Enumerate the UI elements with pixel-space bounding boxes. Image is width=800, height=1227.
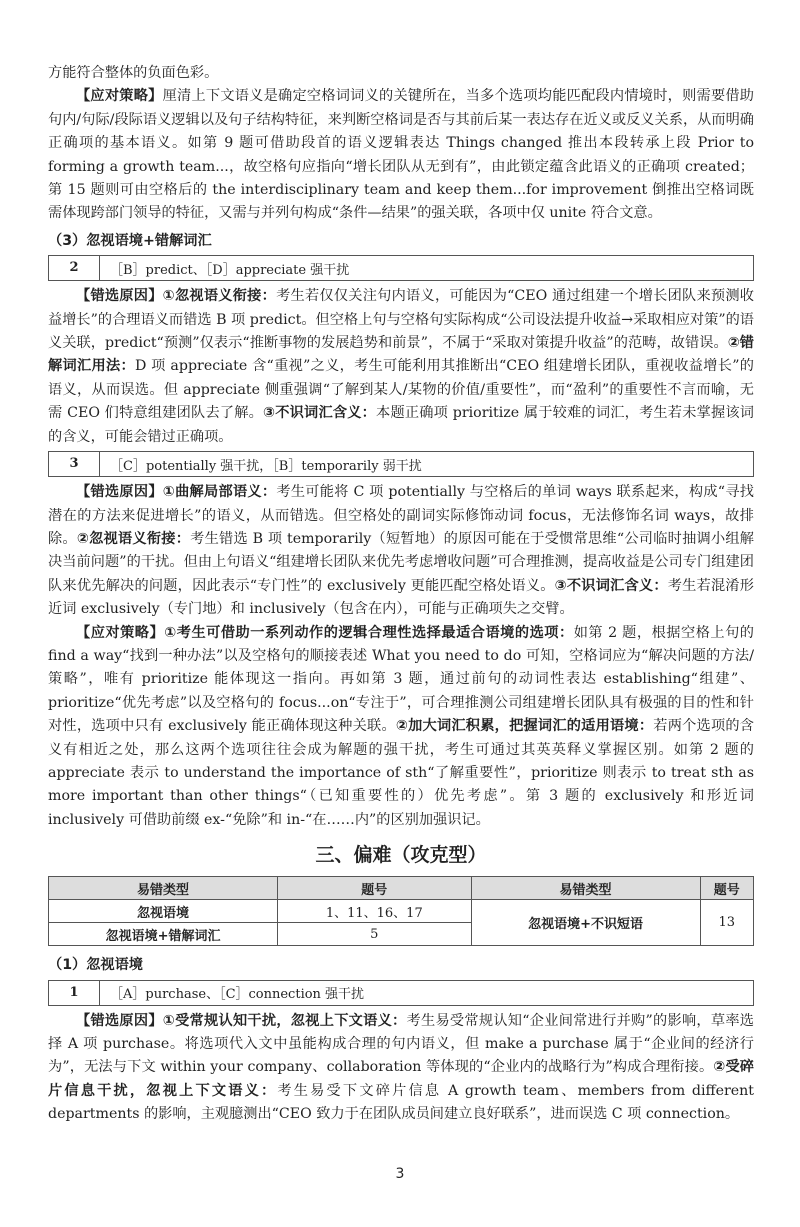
- strategy-paragraph-1: 【应对策略】厘清上下文语义是确定空格词词义的关键所在，当多个选项均能匹配段内情境时，则需要借助句内/句际/段际语义逻辑以及句子结构特征，来判断空格词是否与其前后某一表达存在近义或反义关系，从而明确正确项的基本语义。如第 9 题可借助段首的语义逻辑表达 Things changed 推出本段转承上段 Prior to forming a growth team...，故空格句应指向“增长团队从无到有”，由此锁定蕴含此语义的正确项 created；第 15 题则可由空格后的 the interdisciplinary team and keep them...for improvement 倒推出空格词既需体现跨部门领导的特征，又需与并列句构成“条件—结果”的强关联，各项中仅 unite 符合文意。: [48, 88, 754, 222]
- page-body: [48, 62, 754, 1127]
- question-number: 3: [49, 452, 100, 476]
- strategy-tag: 【应对策略】: [76, 88, 163, 105]
- table-header: 题号: [700, 877, 753, 900]
- question-options: ［A］purchase、［C］connection 强干扰: [110, 987, 365, 1003]
- question-3-header: [48, 451, 754, 477]
- page-number: 3: [395, 1166, 405, 1182]
- question-number: 2: [49, 256, 100, 280]
- table-row: [49, 900, 754, 923]
- question-1-header: [48, 980, 754, 1006]
- question-options: ［C］potentially 强干扰，［B］temporarily 弱干扰: [110, 458, 422, 474]
- table-header-row: [49, 877, 754, 900]
- error-type-table: [48, 876, 754, 946]
- table-cell: 忽视语境+不识短语: [471, 900, 700, 946]
- question-number: 1: [49, 981, 100, 1005]
- section-heading-1: （1）忽视语境: [48, 957, 143, 974]
- table-header: 题号: [278, 877, 471, 900]
- question-2-header: [48, 255, 754, 281]
- table-cell: 忽视语境: [49, 900, 278, 923]
- question-1-reason: 【错选原因】①受常规认知干扰，忽视上下文语义：考生易受常规认知“企业间常进行并购”的影响，草率选择 A 项 purchase。将选项代入文中虽能构成合理的句内语义，但 make a purchase 属于“企业间的经济行为”，无法与下文 within your company、collaboration 等体现的“企业内的战略行为”构成合理衔接。②受碎片信息干扰，忽视上下文语义：考生易受下文碎片信息 A growth team、members from different departments 的影响，主观臆测出“CEO 致力于在团队成员间建立良好联系”，进而误选 C 项 connection。: [48, 1012, 754, 1123]
- question-2-reason: 【错选原因】①忽视语义衔接：考生若仅仅关注句内语义，可能因为“CEO 通过组建一个增长团队来预测收益增长”的合理语义而错选 B 项 predict。但空格上句与空格句实际构成“公司设法提升收益→采取相应对策”的语义关联，predict“预测”仅表示“推断事物的发展趋势和前景”，不属于“采取对策提升收益”的范畴，故错误。②错解词汇用法：D 项 appreciate 含“重视”之义，考生可能利用其推断出“CEO 组建增长团队，重视收益增长”的语义，从而误选。但 appreciate 侧重强调“了解到某人/某物的价值/重要性”，而“盈利”的重要性不言而喻，无需 CEO 们特意组建团队去了解。③不识词汇含义：本题正确项 prioritize 属于较难的词汇，考生若未掌握该词的含义，可能会错过正确项。: [48, 288, 754, 445]
- table-cell: 忽视语境+错解词汇: [49, 923, 278, 946]
- section-heading-3: （3）忽视语境+错解词汇: [48, 232, 212, 249]
- part-title: 三、偏难（攻克型）: [315, 844, 487, 867]
- table-header: 易错类型: [471, 877, 700, 900]
- table-cell: 5: [278, 923, 471, 946]
- question-3-reason: 【错选原因】①曲解局部语义：考生可能将 C 项 potentially 与空格后的单词 ways 联系起来，构成“寻找潜在的方法来促进增长”的语义，从而错选。但空格处的副词实际修饰动词 focus，无法修饰名词 ways，故排除。②忽视语义衔接：考生错选 B 项 temporarily（短暂地）的原因可能在于受惯常思维“公司临时抽调小组解决当前问题”的干扰。但由上句语义“组建增长团队来优先考虑增收问题”可合理推测，提高收益是公司专门组建团队来优先解决的问题，因此表示“专门性”的 exclusively 更能匹配空格处语义。③不识词汇含义：考生若混淆形近词 exclusively（专门地）和 inclusively（包含在内），可能与正确项失之交臂。: [48, 484, 754, 618]
- table-cell: 1、11、16、17: [278, 900, 471, 923]
- strategy-paragraph-2: 【应对策略】①考生可借助一系列动作的逻辑合理性选择最适合语境的选项：如第 2 题，根据空格上句的 find a way“找到一种办法”以及空格句的顺接表述 What you need to do 可知，空格词应为“解决问题的方法/策略”，唯有 prioritize 能体现这一指向。再如第 3 题，通过前句的动词性表达 establishing“组建”、prioritize“优先考虑”以及空格句的 focus...on“专注于”，可合理推测公司组建增长团队具有极强的目的性和针对性，选项中只有 exclusively 能正确体现这种关联。②加大词汇积累，把握词汇的适用语境：若两个选项的含义有相近之处，那么这两个选项往往会成为解题的强干扰，考生可通过其英英释义掌握区别。如第 2 题的 appreciate 表示 to understand the importance of sth“了解重要性”，prioritize 则表示 to treat sth as more important than other things“（已知重要性的）优先考虑”。第 3 题的 exclusively 和形近词 inclusively 可借助前缀 ex-“免除”和 in-“在……内”的区别加强识记。: [48, 624, 754, 828]
- table-cell: 13: [700, 900, 753, 946]
- intro-line: 方能符合整体的负面色彩。: [48, 65, 219, 81]
- question-options: ［B］predict、［D］appreciate 强干扰: [110, 262, 350, 278]
- table-header: 易错类型: [49, 877, 278, 900]
